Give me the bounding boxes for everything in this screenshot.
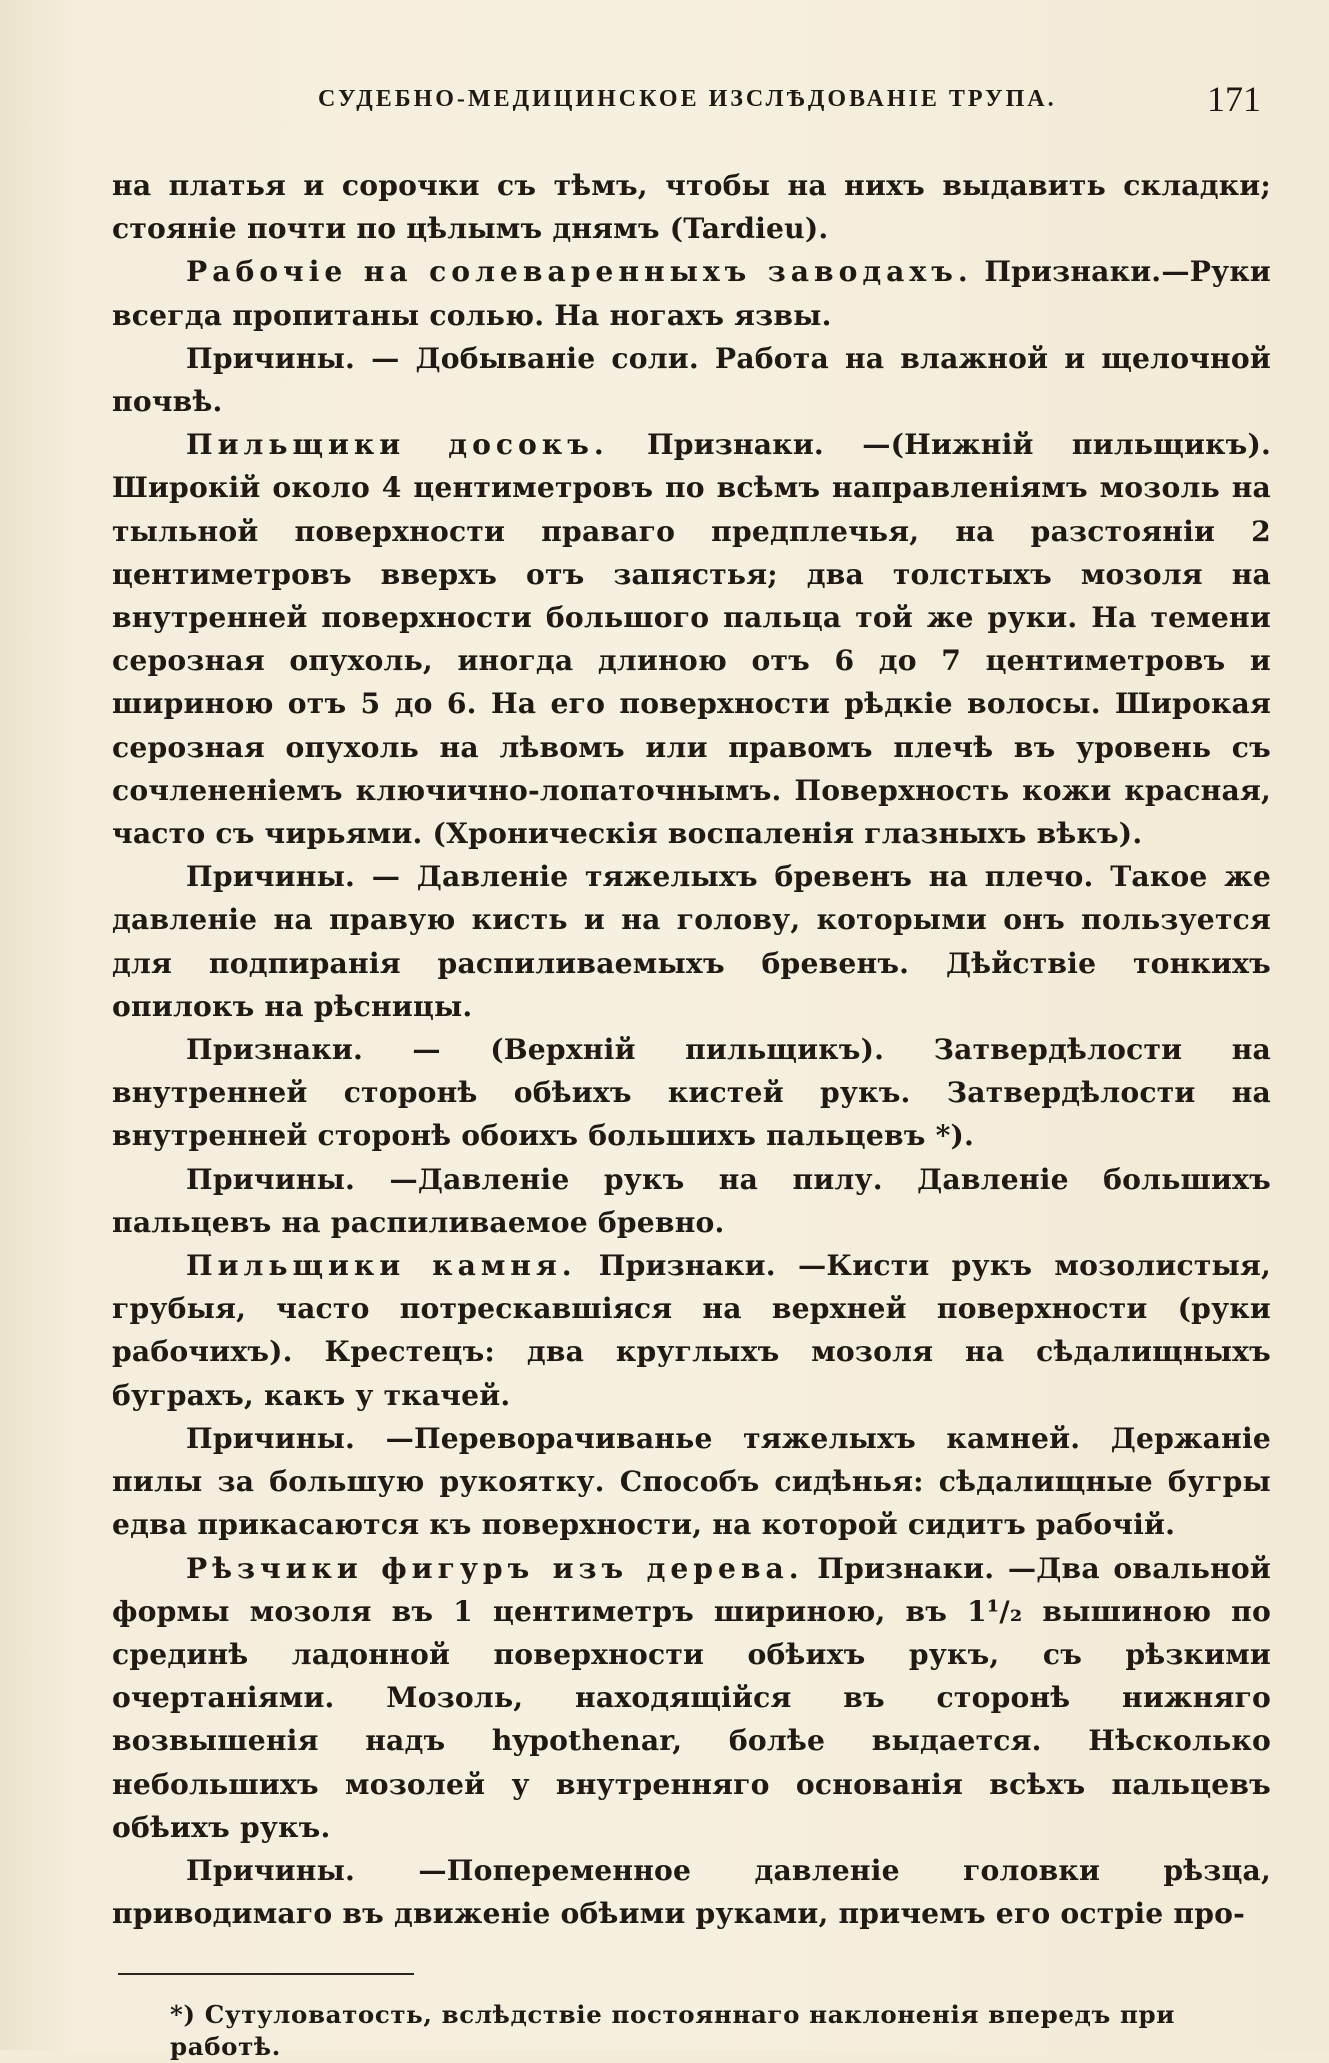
running-title: СУДЕБНО-МЕДИЦИНСКОЕ ИЗСЛѢДОВАНІЕ ТРУПА. xyxy=(318,86,1057,112)
paragraph xyxy=(112,423,1271,855)
paragraph-text: Признаки.—Руки всегда пропитаны солью. На ногахъ язвы. xyxy=(112,255,1272,332)
paragraph xyxy=(112,1547,1271,1849)
page-header xyxy=(112,78,1271,126)
paragraph-text: Причины. —Попеременное давленіе головки рѣзца, приводимаго въ движеніе обѣими руками, причемъ его остріе про- xyxy=(112,1853,1271,1931)
paragraph-text: Признаки. —(Нижній пильщикъ). Широкій около 4 центиметровъ по всѣмъ направленіямъ мозоль на тыльной поверхности праваго предплечья, на разстояніи 2 центиметровъ вверхъ отъ запястья; два толстыхъ мозоля на внутренней поверхности большого пальца той же руки. На темени серозная опухоль, иногда длиною отъ 6 до 7 центиметровъ и шириною отъ 5 до 6. На его поверхности рѣдкіе волосы. Широкая серозная опухоль на лѣвомъ или правомъ плечѣ въ уровень съ сочлененіемъ ключично-лопаточнымъ. Поверхность кожи красная, часто съ чирьями. (Хроническія воспаленія глазныхъ вѣкъ). xyxy=(112,428,1271,851)
paragraph xyxy=(112,250,1271,336)
paragraph xyxy=(112,1028,1271,1158)
paragraph-text: Причины. — Добываніе соли. Работа на влажной и щелочной почвѣ. xyxy=(112,341,1271,419)
section-heading: Пильщики камня. xyxy=(186,1249,577,1283)
paragraph-text: Причины. — Давленіе тяжелыхъ бревенъ на плечо. Такое же давленіе на правую кисть и на голову, которыми онъ пользуется для подпиранія распиливаемыхъ бревенъ. Дѣйствіе тонкихъ опилокъ на рѣсницы. xyxy=(112,860,1271,1023)
paragraph xyxy=(112,1244,1271,1417)
paragraph xyxy=(112,1417,1271,1547)
paragraph-text: Признаки. —Кисти рукъ мозолистыя, грубыя, часто потрескавшіяся на верхней поверхности (руки рабочихъ). Крестецъ: два круглыхъ мозоля на сѣдалищныхъ буграхъ, какъ у ткачей. xyxy=(112,1249,1271,1412)
paragraph-text: Причины. —Переворачиванье тяжелыхъ камней. Держаніе пилы за большую рукоятку. Способъ сидѣнья: сѣдалищные бугры едва прикасаются къ поверхности, на которой сидитъ рабочій. xyxy=(112,1421,1271,1542)
paragraph xyxy=(112,1849,1271,1935)
paragraph-text: Причины. —Давленіе рукъ на пилу. Давленіе большихъ пальцевъ на распиливаемое бревно. xyxy=(112,1162,1271,1239)
paragraph xyxy=(112,1158,1271,1244)
paragraph xyxy=(112,337,1271,423)
section-heading: Рабочіе на солеваренныхъ заводахъ. xyxy=(186,255,973,289)
page-number: 171 xyxy=(1207,79,1261,119)
section-heading: Пильщики досокъ. xyxy=(186,428,609,462)
paragraph-text: на платья и сорочки съ тѣмъ, чтобы на нихъ выдавить складки; стояніе почти по цѣлымъ днямъ (Tardieu). xyxy=(112,169,1271,246)
paragraph-text: Признаки. —Два овальной формы мозоля въ 1 центиметръ шириною, въ 1¹/₂ вышиною по срединѣ ладонной поверхности обѣихъ рукъ, съ рѣзкими очертаніями. Мозоль, находящійся въ сторонѣ нижняго возвышенія надъ hypothenar, болѣе выдается. Нѣсколько небольшихъ мозолей у внутренняго основанія всѣхъ пальцевъ обѣихъ рукъ. xyxy=(112,1551,1272,1844)
section-heading: Рѣзчики фигуръ изъ дерева. xyxy=(186,1551,804,1585)
paragraph xyxy=(112,164,1271,250)
paragraph-text: Признаки. — (Верхній пильщикъ). Затвердѣлости на внутренней сторонѣ обѣихъ кистей рукъ. Затвердѣлости на внутренней сторонѣ обоихъ большихъ пальцевъ *). xyxy=(112,1033,1271,1153)
footnote-divider xyxy=(118,1973,414,1975)
paragraph xyxy=(112,855,1271,1028)
footnote: *) Сутуловатость, вслѣдствіе постояннаго наклоненія впередъ при работѣ. xyxy=(170,2000,1176,2062)
body-text xyxy=(112,164,1271,1935)
